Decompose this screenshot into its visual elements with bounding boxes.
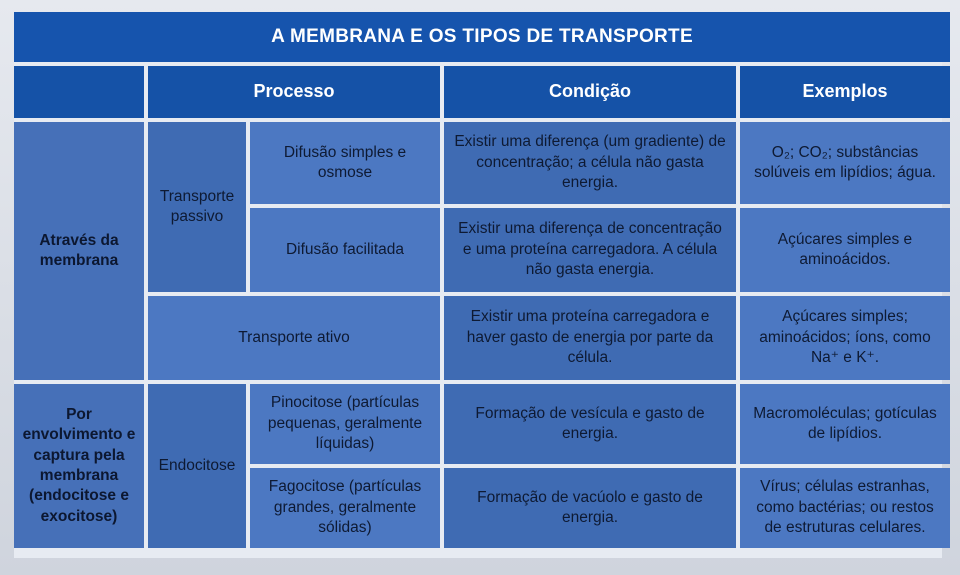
transporte-ativo-exemplos: Açúcares simples; aminoácidos; íons, como Na⁺ e K⁺. — [740, 296, 950, 380]
fagocitose: Fagocitose (partículas grandes, geralmente sólidas) — [250, 468, 440, 548]
pinocitose-exemplos: Macromoléculas; gotículas de lipídios. — [740, 384, 950, 464]
transporte-ativo-condicao: Existir uma proteína carregadora e haver gasto de energia por parte da célula. — [444, 296, 736, 380]
transporte-passivo: Transporte passivo — [148, 122, 246, 292]
pinocitose: Pinocitose (partículas pequenas, geralmente líquidas) — [250, 384, 440, 464]
pinocitose-condicao: Formação de vesícula e gasto de energia. — [444, 384, 736, 464]
fagocitose-exemplos: Vírus; células estranhas, como bactérias; ou restos de estruturas celulares. — [740, 468, 950, 548]
table-title: A MEMBRANA E OS TIPOS DE TRANSPORTE — [14, 12, 950, 62]
transporte-ativo: Transporte ativo — [148, 296, 440, 380]
difusao-facilitada: Difusão facilitada — [250, 208, 440, 292]
endocitose: Endocitose — [148, 384, 246, 548]
header-processo: Processo — [148, 66, 440, 118]
header-blank — [14, 66, 144, 118]
difusao-facilitada-condicao: Existir uma diferença de concentração e uma proteína carregadora. A célula não gasta energia. — [444, 208, 736, 292]
fagocitose-condicao: Formação de vacúolo e gasto de energia. — [444, 468, 736, 548]
difusao-simples-condicao: Existir uma diferença (um gradiente) de concentração; a célula não gasta energia. — [444, 122, 736, 204]
difusao-facilitada-exemplos: Açúcares simples e aminoácidos. — [740, 208, 950, 292]
header-condicao: Condição — [444, 66, 736, 118]
header-exemplos: Exemplos — [740, 66, 950, 118]
group-envolvimento: Por envolvimento e captura pela membrana (endocitose e exocitose) — [14, 384, 144, 548]
difusao-simples: Difusão simples e osmose — [250, 122, 440, 204]
difusao-simples-exemplos: O₂; CO₂; substâncias solúveis em lipídios; água. — [740, 122, 950, 204]
transport-table — [14, 12, 942, 558]
group-atraves: Através da membrana — [14, 122, 144, 380]
